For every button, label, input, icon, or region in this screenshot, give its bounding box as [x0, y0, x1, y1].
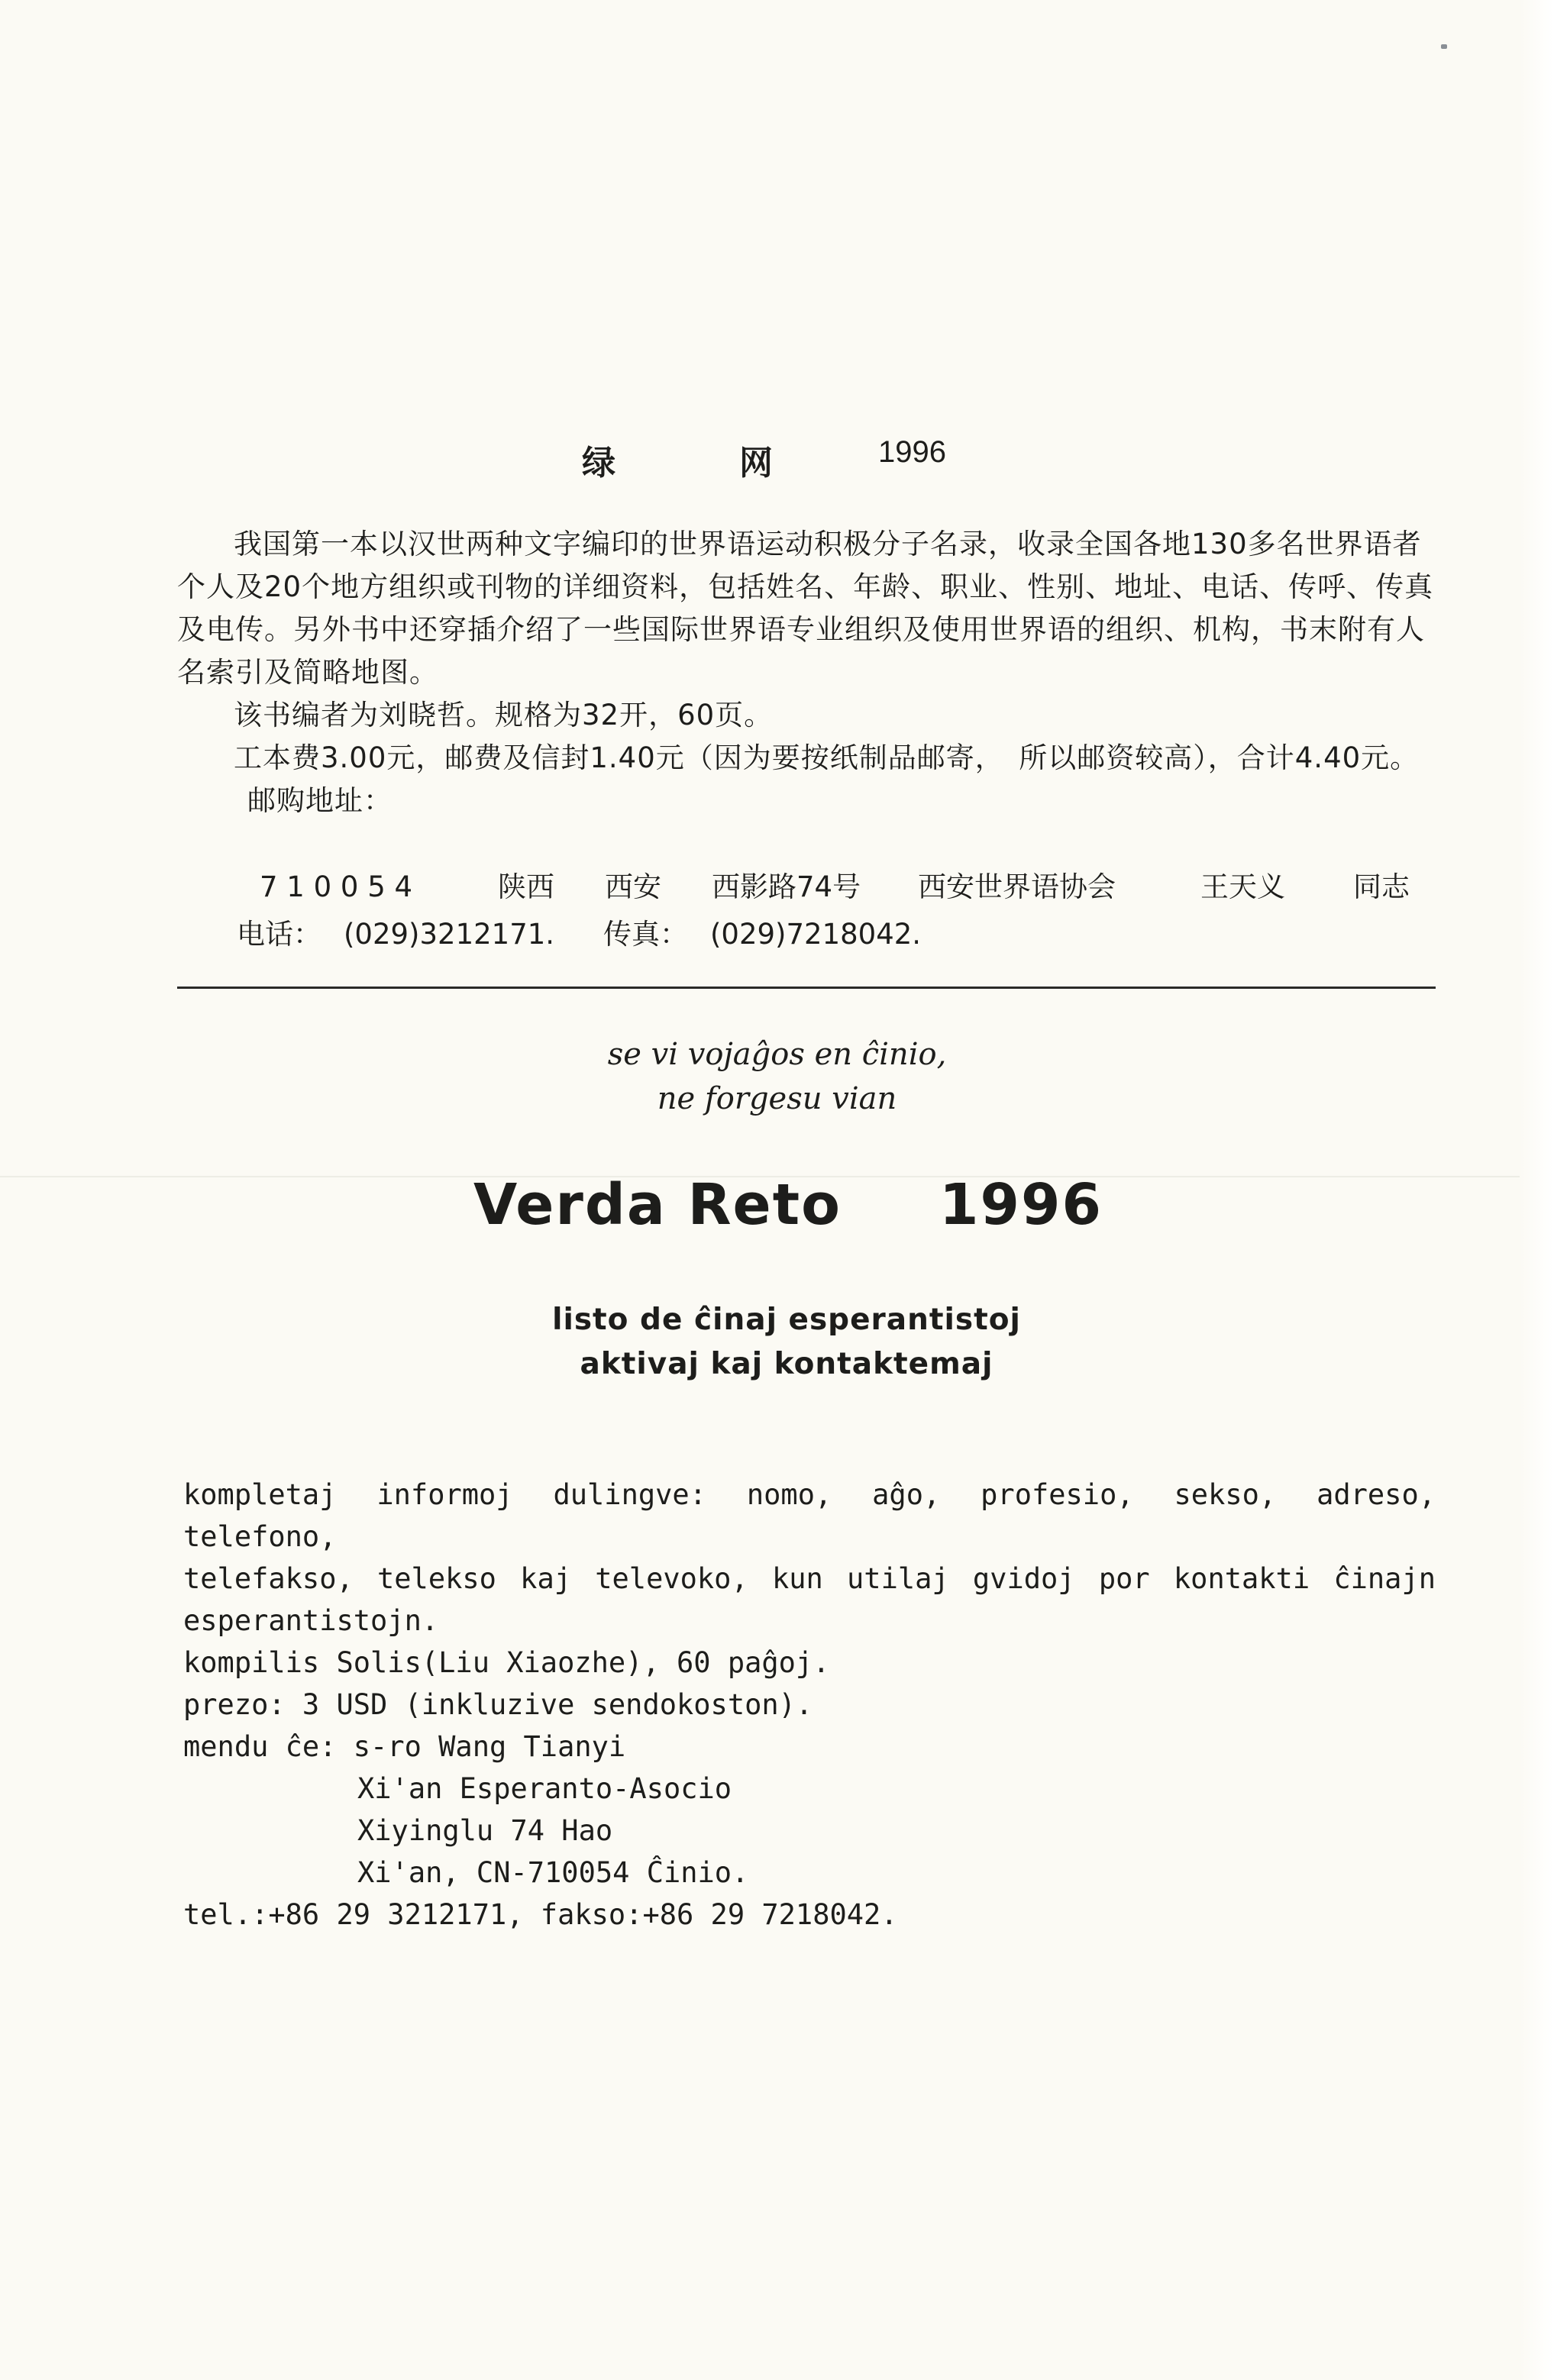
price-line: prezo: 3 USD (inkluzive sendokoston).	[183, 1688, 813, 1721]
fax-number: (029)7218042.	[710, 918, 922, 951]
motto-line-1: se vi vojaĝos en ĉinio,	[607, 1037, 947, 1072]
esperanto-subtitle	[0, 1298, 1554, 1387]
honorific: 同志	[1353, 870, 1410, 903]
info-line-1: kompletaj informoj dulingve: nomo, aĝo, profesio, sekso, adreso, telefono,	[183, 1478, 1436, 1553]
fax-label: 传真：	[603, 918, 688, 951]
info-line-2: telefakso, telekso kaj televoko, kun utilaj gvidoj por kontakti ĉinajn	[183, 1562, 1436, 1595]
esperanto-title	[473, 1172, 1145, 1238]
compiler-line: kompilis Solis(Liu Xiaozhe), 60 paĝoj.	[183, 1646, 830, 1679]
motto	[0, 1032, 1554, 1121]
send-to-label: mendu ĉe:	[183, 1730, 337, 1763]
section-divider	[177, 987, 1436, 989]
phone-number: (029)3212171.	[344, 918, 555, 951]
contact-person: 王天义	[1200, 870, 1285, 903]
chinese-body	[177, 523, 1445, 822]
info-line-3: esperantistojn.	[183, 1604, 439, 1637]
street: 西影路74号	[712, 870, 861, 903]
chinese-paragraph-description: 我国第一本以汉世两种文字编印的世界语运动积极分子名录，收录全国各地130多名世界语者个人及20个地方组织或刊物的详细资料，包括姓名、年龄、职业、性别、地址、电话、传呼、传真及电传。另外书中还穿插介绍了一些国际世界语专业组织及使用世界语的组织、机构，书末附有人名索引及简略地图。	[177, 528, 1434, 689]
address-line-2: Xi'an Esperanto-Asocio	[357, 1772, 732, 1805]
send-to-line	[183, 1726, 1436, 1768]
esperanto-title-year: 1996	[939, 1172, 1103, 1238]
chinese-paragraph-editor: 该书编者为刘晓哲。规格为32开，60页。	[234, 699, 774, 731]
organization: 西安世界语协会	[918, 870, 1116, 903]
paper-speck	[1441, 44, 1447, 49]
esperanto-title-text: Verda Reto	[473, 1172, 842, 1238]
chinese-address-line	[177, 866, 1445, 909]
phone-label: 电话：	[237, 918, 321, 951]
postcode: 7 1 0 0 5 4	[260, 870, 413, 903]
city: 西安	[605, 870, 661, 903]
motto-line-2: ne forgesu vian	[657, 1081, 897, 1116]
chinese-phone-line	[237, 913, 1153, 956]
subtitle-line-2: aktivaj kaj kontaktemaj	[580, 1347, 993, 1381]
subtitle-line-1: listo de ĉinaj esperantistoj	[552, 1303, 1021, 1337]
contact-line: tel.:+86 29 3212171, fakso:+86 29 7218042.	[183, 1898, 898, 1931]
esperanto-body	[183, 1474, 1436, 1936]
chinese-title-part1: 绿	[582, 444, 615, 483]
chinese-paragraph-price: 工本费3.00元，邮费及信封1.40元（因为要按纸制品邮寄， 所以邮资较高），合计4.40元。	[234, 741, 1420, 774]
chinese-mail-label: 邮购地址：	[247, 784, 393, 817]
chinese-title-part2: 网	[739, 444, 773, 483]
chinese-title-year: 1996	[878, 435, 946, 469]
province: 陕西	[498, 870, 554, 903]
address-line-3: Xiyinglu 74 Hao	[357, 1814, 613, 1847]
address-line-1: s-ro Wang Tianyi	[353, 1730, 626, 1763]
scan-edge	[1520, 0, 1554, 2380]
address-line-4: Xi'an, CN-710054 Ĉinio.	[357, 1856, 749, 1889]
chinese-title	[0, 435, 1554, 489]
